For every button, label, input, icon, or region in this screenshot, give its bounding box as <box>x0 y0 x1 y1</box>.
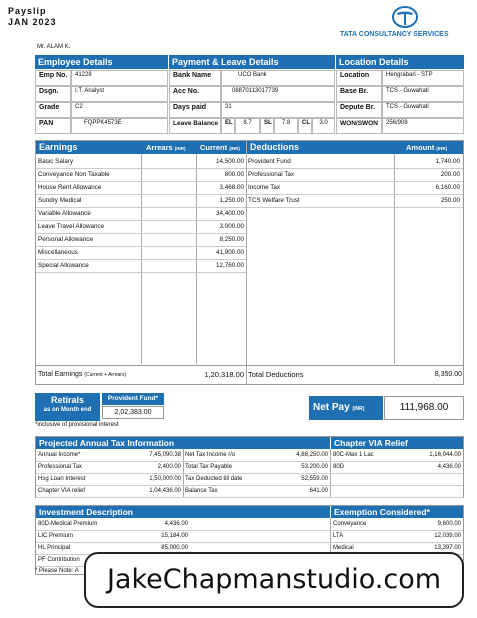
depute-br-label: Depute Br. <box>336 102 382 118</box>
pf-value: 2,02,383.00 <box>102 406 164 419</box>
earning-amount: 41,900.00 <box>215 249 244 256</box>
tax-value: 4,88,250.00 <box>296 452 328 458</box>
retirals-title: Retirals <box>50 395 85 405</box>
earnings-header: Earnings <box>39 142 78 152</box>
total-earnings-value: 1,20,318.00 <box>204 370 244 379</box>
bank-label: Bank Name <box>169 70 221 86</box>
el-label: EL <box>221 118 235 134</box>
tax-label: Tax Deducted till date <box>185 476 243 482</box>
investment-name: PF Contribution <box>38 557 80 563</box>
watermark-banner: JakeChapmanstudio.com <box>84 552 464 608</box>
deduction-amount: 250.00 <box>440 197 460 204</box>
pan-value: FQPPK4573E <box>71 118 168 134</box>
tax-value: 1,50,000.00 <box>149 476 181 482</box>
tax-value: 7,45,090.38 <box>149 452 181 458</box>
sl-label: SL <box>260 118 274 134</box>
earning-amount: 3,468.00 <box>219 184 244 191</box>
deductions-header: Deductions <box>250 142 300 152</box>
acc-label: Acc No. <box>169 86 221 102</box>
tax-value: 1,04,436.00 <box>149 488 181 494</box>
leave-label: Leave Balance <box>169 118 221 134</box>
earning-name: House Rent Allowance <box>38 184 102 191</box>
payment-leave-header: Payment & Leave Details <box>169 55 335 69</box>
tax-value: 53,200.00 <box>301 464 328 470</box>
won-label: WON/SWON <box>336 118 382 134</box>
base-br-label: Base Br. <box>336 86 382 102</box>
exemption-amount: 13,397.00 <box>434 545 461 551</box>
earning-amount: 1,250.00 <box>219 197 244 204</box>
deduction-name: Provident Fund <box>248 158 291 165</box>
pan-label: PAN <box>35 118 71 134</box>
deduction-amount: 6,160.00 <box>435 184 460 191</box>
deduction-name: Income Tax <box>248 184 281 191</box>
tata-logo <box>392 6 418 28</box>
investment-note: * Please Note: A <box>35 568 79 574</box>
total-deductions-label: Total Deductions <box>248 370 304 379</box>
earning-amount: 800.00 <box>224 171 244 178</box>
deduction-amount: 1,740.00 <box>435 158 460 165</box>
days-label: Days paid <box>169 102 221 118</box>
earning-name: Miscellaneous <box>38 249 78 256</box>
total-deductions-value: 8,350.00 <box>434 371 462 378</box>
earning-name: Sundry Medical <box>38 197 82 204</box>
grade-label: Grade <box>35 102 71 118</box>
exemption-name: Conveyance <box>333 521 367 527</box>
tax-label: Balance Tax <box>185 488 218 494</box>
via-name: 80D <box>333 464 345 470</box>
total-earnings-label: Total Earnings (Current + Arrears) <box>38 371 127 378</box>
sl-value: 7.8 <box>274 118 298 134</box>
via-amount: 1,16,044.00 <box>429 452 461 458</box>
investment-amount: 85,000.00 <box>161 545 188 551</box>
emp-no-value: 41228 <box>71 70 168 86</box>
earning-name: Special Allowance <box>38 262 89 269</box>
cl-label: CL <box>298 118 312 134</box>
earning-name: Personal Allowance <box>38 236 93 243</box>
via-amount: 4,436.00 <box>437 464 461 470</box>
el-value: 8.7 <box>235 118 260 134</box>
current-header: Current (INR) <box>200 143 240 152</box>
investment-name: LIC Premium <box>38 533 74 539</box>
arrears-header: Arrears (INR) <box>146 143 186 152</box>
won-value: 256/908 <box>382 118 464 134</box>
earning-amount: 3,000.00 <box>219 223 244 230</box>
amount-header: Amount (INR) <box>406 143 448 152</box>
deduction-amount: 200.00 <box>440 171 460 178</box>
emp-no-label: Emp No. <box>35 70 71 86</box>
net-pay-label: Net Pay (INR) <box>309 396 383 420</box>
tax-label: Net Tax Income r/o <box>185 452 236 458</box>
pf-label: Provident Fund* <box>102 393 164 405</box>
tax-label: Hsg Loan Interest <box>38 476 86 482</box>
exemption-header: Exemption Considered* <box>331 506 463 518</box>
location-details-header: Location Details <box>336 55 464 69</box>
exemption-name: LTA <box>333 533 344 539</box>
tax-label: Annual Income* <box>38 452 81 458</box>
earning-name: Conveyance Non Taxable <box>38 171 110 178</box>
tax-table <box>35 436 464 498</box>
payslip-period: JAN 2023 <box>8 17 57 27</box>
earning-name: Variable Allowance <box>38 210 91 217</box>
location-label: Location <box>336 70 382 86</box>
investment-amount: 4,436.00 <box>164 521 188 527</box>
via-name: 80C-Max 1 Lac <box>333 452 374 458</box>
tax-header: Projected Annual Tax Information <box>36 437 330 449</box>
tax-label: Total Tax Payable <box>185 464 232 470</box>
earnings-deductions-table <box>35 140 464 385</box>
retirals-subtitle: as on Month end <box>43 407 92 413</box>
exemption-name: Medical <box>333 545 354 551</box>
earning-name: Leave Travel Allowance <box>38 223 105 230</box>
exemption-amount: 9,600.00 <box>437 521 461 527</box>
tax-value: 2,400.00 <box>157 464 181 470</box>
deduction-name: TCS Welfare Trust <box>248 197 300 204</box>
dsgn-label: Dsgn. <box>35 86 71 102</box>
exemption-amount: 12,039.00 <box>434 533 461 539</box>
location-value: Hengrabari - STP <box>382 70 464 86</box>
earning-name: Basic Salary <box>38 158 73 165</box>
dsgn-value: I.T. Analyst <box>71 86 168 102</box>
investment-header: Investment Description <box>36 506 330 518</box>
deduction-name: Professional Tax <box>248 171 295 178</box>
payslip-title: Payslip <box>8 6 47 16</box>
days-value: 31 <box>221 102 335 118</box>
depute-br-value: TCS - Guwahati <box>382 102 464 118</box>
via-header: Chapter VIA Relief <box>331 437 463 449</box>
retirals-box <box>35 393 100 421</box>
bank-value: UCO Bank <box>221 70 335 86</box>
net-pay-value: 111,968.00 <box>384 396 464 420</box>
cl-value: 3.0 <box>312 118 335 134</box>
earning-amount: 12,760.00 <box>215 262 244 269</box>
tax-label: Professional Tax <box>38 464 82 470</box>
earning-amount: 14,500.00 <box>215 158 244 165</box>
employee-details-header: Employee Details <box>35 55 168 69</box>
tax-label: Chapter VIA relief <box>38 488 86 494</box>
earning-amount: 8,250.00 <box>219 236 244 243</box>
grade-value: C2 <box>71 102 168 118</box>
investment-name: 80D-Medical Premium <box>38 521 98 527</box>
retirals-note: *inclusive of provisional interest <box>35 422 119 428</box>
earning-amount: 34,400.00 <box>215 210 244 217</box>
investment-name: HL Principal <box>38 545 71 551</box>
company-name: TATA CONSULTANCY SERVICES <box>340 31 449 38</box>
tax-value: 641.00 <box>309 488 328 494</box>
tax-value: 52,559.00 <box>301 476 328 482</box>
acc-value: 08870113017739 <box>221 86 335 102</box>
employee-name: Mr. ALAM K. <box>37 44 71 50</box>
base-br-value: TCS - Guwahati <box>382 86 464 102</box>
investment-amount: 15,184.00 <box>161 533 188 539</box>
